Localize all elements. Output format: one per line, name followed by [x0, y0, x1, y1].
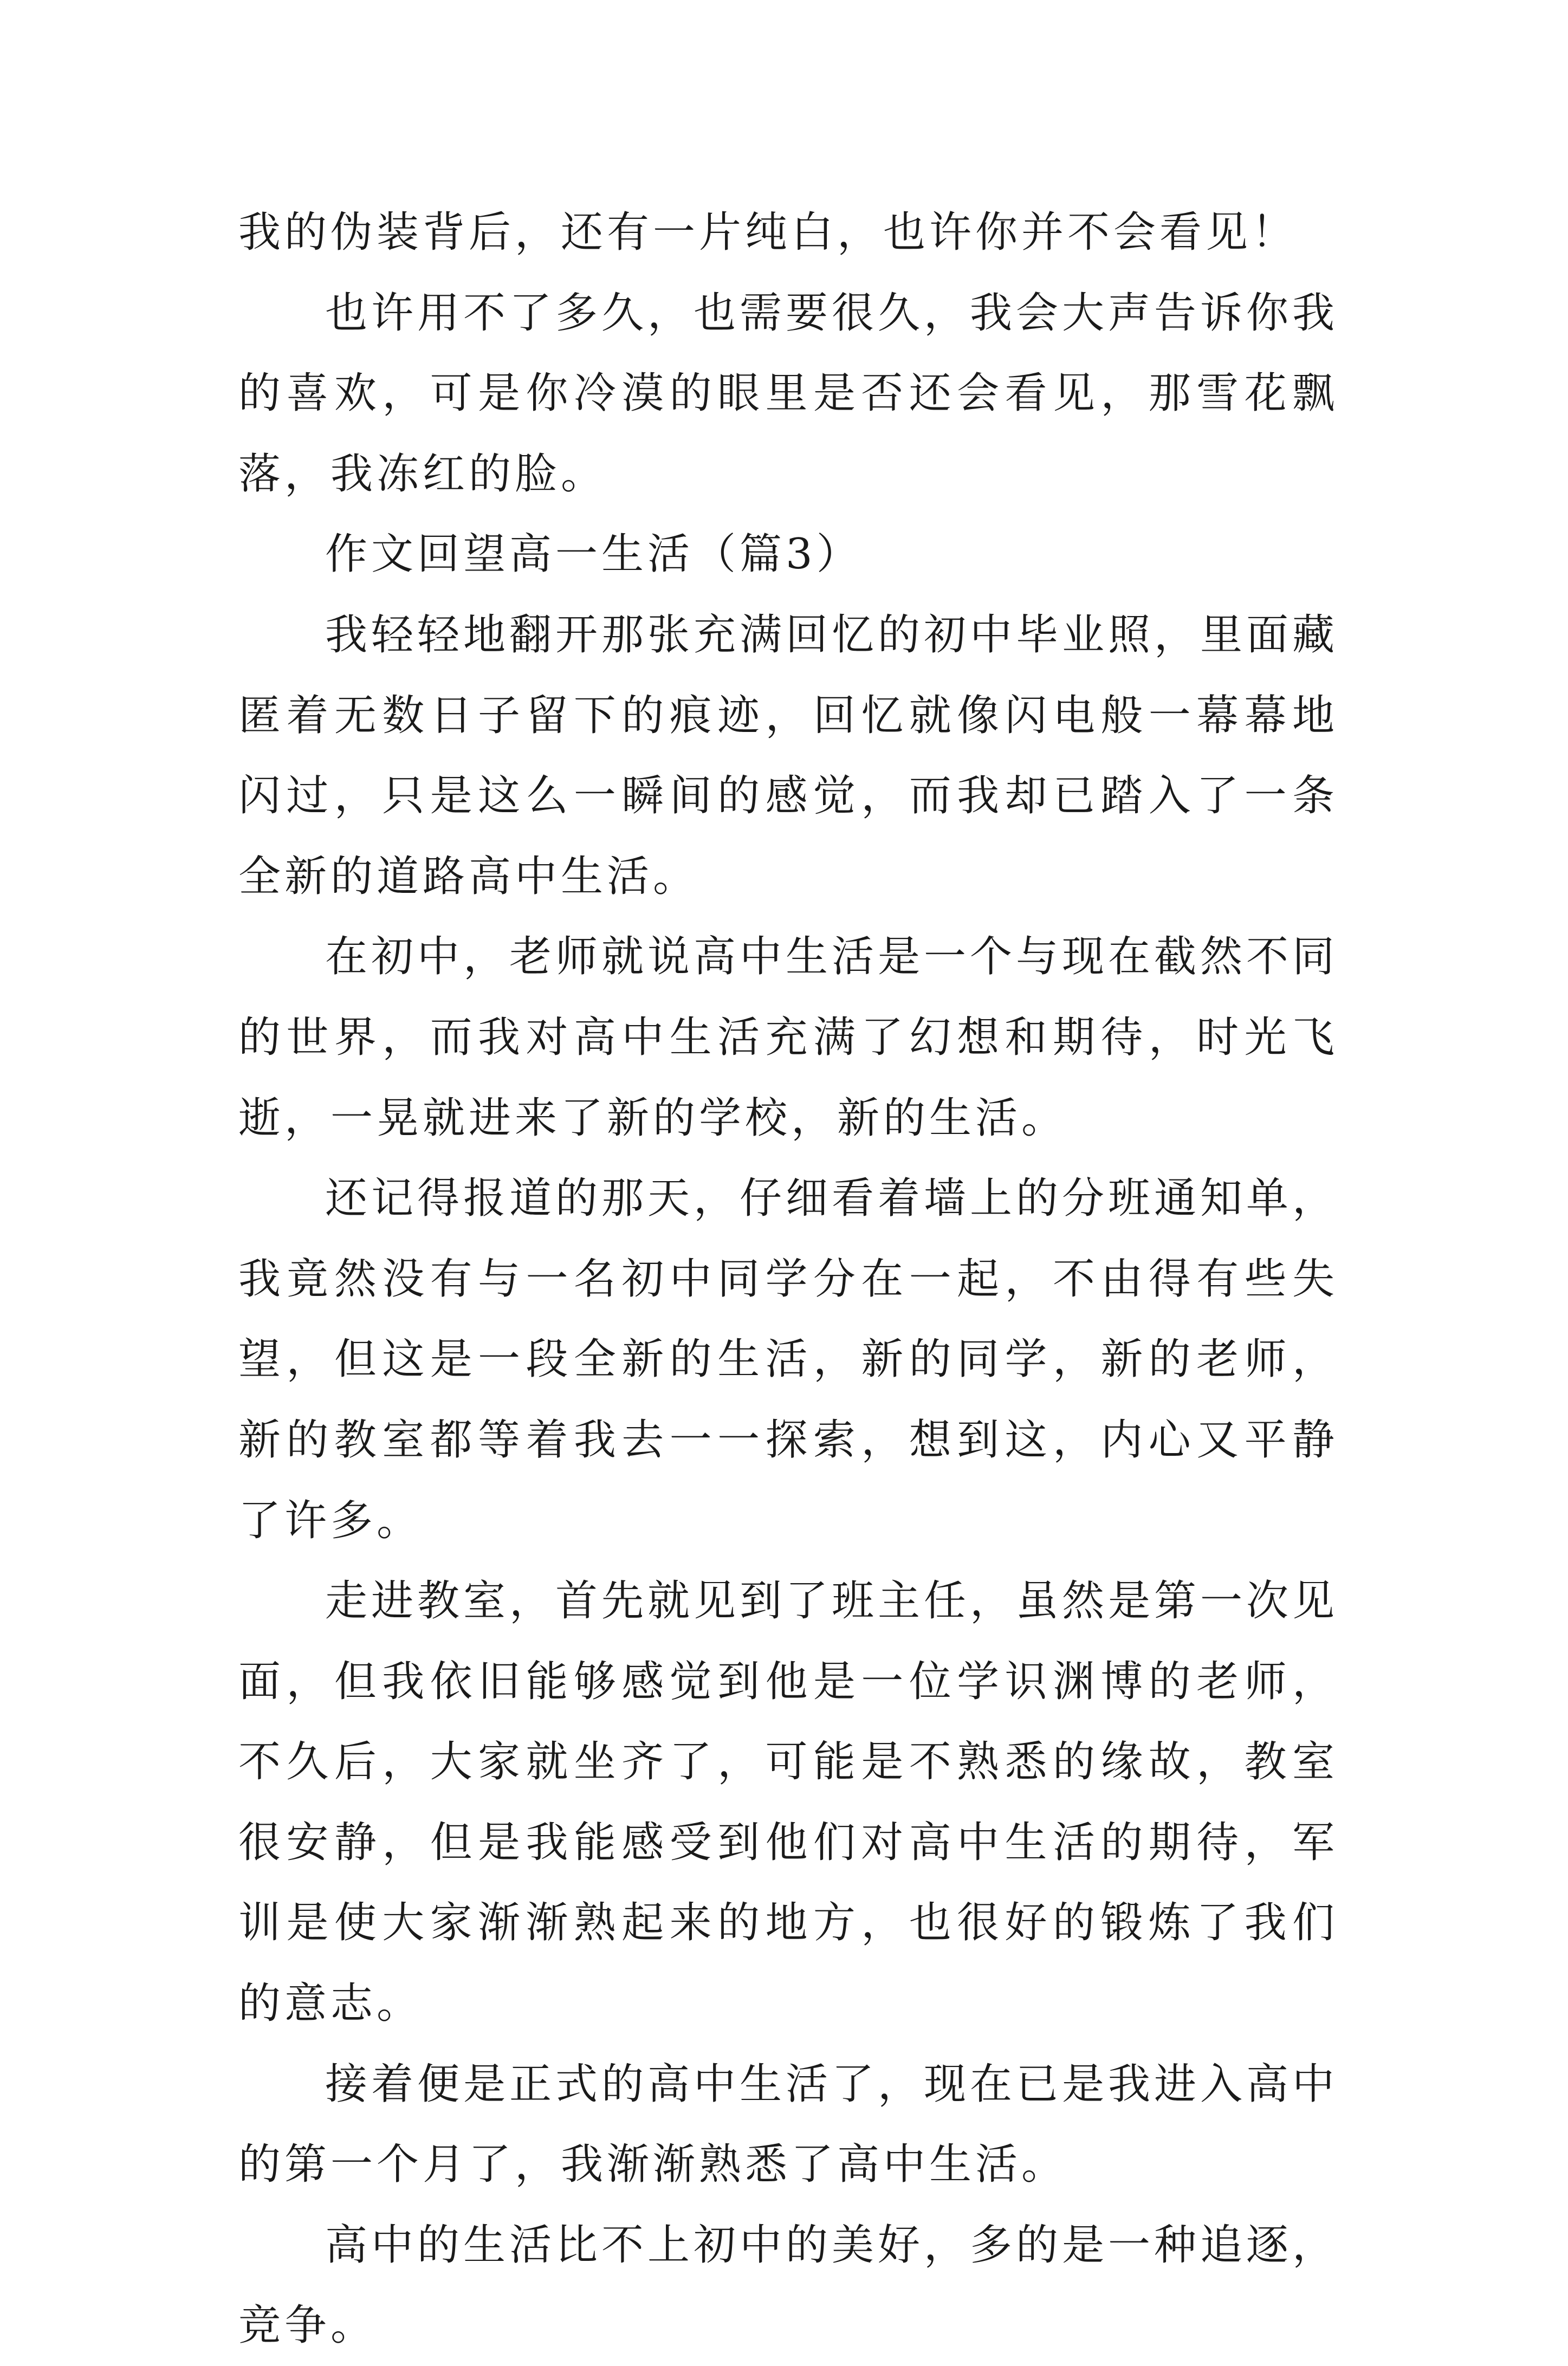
paragraph-8: 高中的生活比不上初中的美好，多的是一种追逐，竞争。 [238, 2220, 1339, 2350]
paragraph-7: 接着便是正式的高中生活了，现在已是我进入高中的第一个月了，我渐渐熟悉了高中生活。 [238, 2059, 1339, 2189]
paragraph-1: 我的伪装背后，还有一片纯白，也许你并不会看见！ [238, 208, 1298, 257]
section-heading: 作文回望高一生活（篇3） [325, 530, 863, 579]
paragraph-2: 也许用不了多久，也需要很久，我会大声告诉你我的喜欢，可是你冷漠的眼里是否还会看见，那雪花飘落，我冻红的脸。 [238, 288, 1339, 498]
document-body [238, 192, 1338, 2366]
paragraph-5: 还记得报道的那天，仔细看着墙上的分班通知单，我竟然没有与一名初中同学分在一起，不由得有些失望，但这是一段全新的生活，新的同学，新的老师，新的教室都等着我去一一探索，想到这，内心又平静了许多。 [238, 1174, 1339, 1545]
paragraph-3: 我轻轻地翻开那张充满回忆的初中毕业照，里面藏匿着无数日子留下的痕迹，回忆就像闪电般一幕幕地闪过，只是这么一瞬间的感觉，而我却已踏入了一条全新的道路高中生活。 [238, 610, 1339, 901]
paragraph-6: 走进教室，首先就见到了班主任，虽然是第一次见面，但我依旧能够感觉到他是一位学识渊博的老师，不久后，大家就坐齐了，可能是不熟悉的缘故，教室很安静，但是我能感受到他们对高中生活的期待，军训是使大家渐渐熟起来的地方，也很好的锻炼了我们的意志。 [238, 1577, 1339, 2028]
paragraph-4: 在初中，老师就说高中生活是一个与现在截然不同的世界，而我对高中生活充满了幻想和期待，时光飞逝，一晃就进来了新的学校，新的生活。 [238, 932, 1339, 1143]
